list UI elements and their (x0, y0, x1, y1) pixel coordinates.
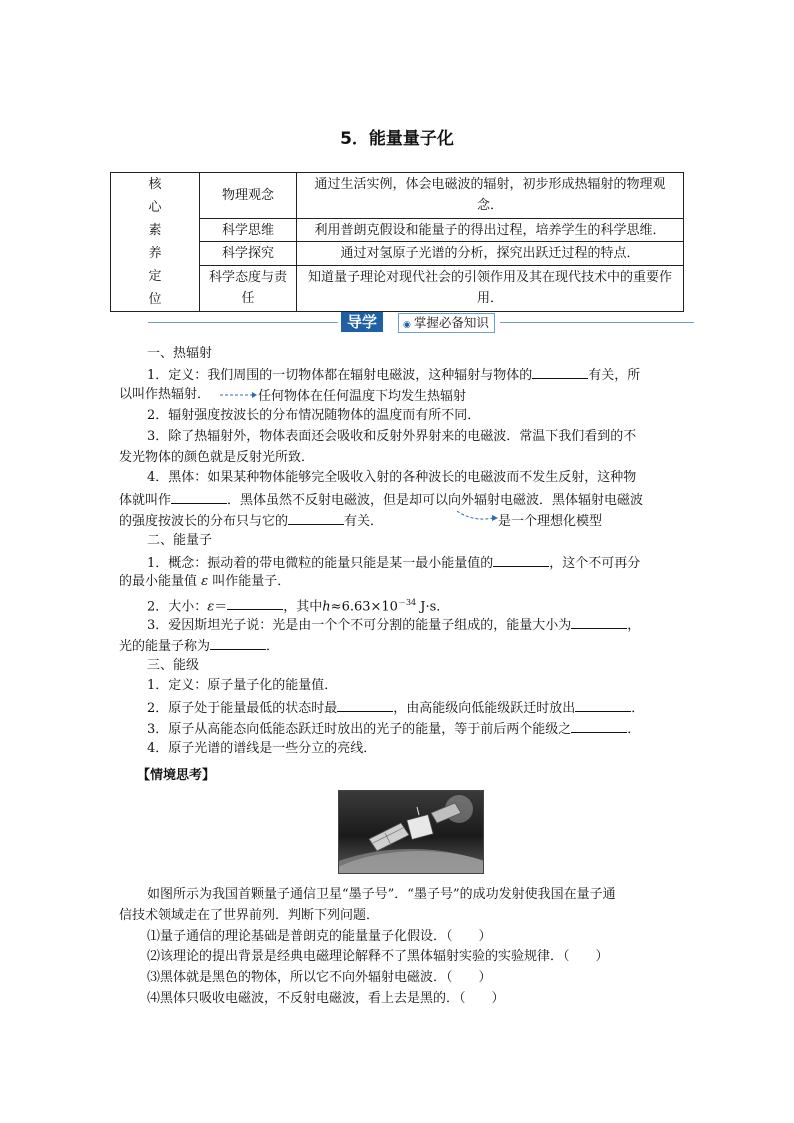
fill-blank (337, 697, 393, 712)
side-char: 核 (148, 177, 162, 192)
paragraph: 2．大小：ε＝ ，其中$h\approx 6.63\times 10^{-34}$ J·s． (147, 593, 449, 617)
fill-blank (288, 510, 344, 525)
paragraph: 2．辐射强度按波长的分布情况随物体的温度而有所不同． (147, 408, 481, 423)
paragraph: 信技术领域走在了世界前列．判断下列问题． (119, 908, 380, 923)
paragraph: 4．原子光谱的谱线是一些分立的亮线． (147, 741, 377, 756)
question-item: ⑵该理论的提出背景是经典电磁理论解释不了黑体辐射实验的实验规律．（ ） (147, 949, 609, 964)
scenario-heading: 【情境思考】 (137, 768, 216, 783)
paragraph: 4．黑体：如果某种物体能够完全吸收入射的各种波长的电磁波而不发生反射，这种物 (147, 470, 637, 485)
bullet-icon: ◉ (403, 320, 411, 330)
core-literacy-table (110, 172, 684, 312)
question-item: ⑴量子通信的理论基础是普朗克的能量量子化假设．（ ） (147, 929, 492, 944)
side-char: 心 (148, 200, 162, 215)
paragraph: 1．定义：我们周围的一切物体都在辐射电磁波，这种辐射与物体的 有关，所 (147, 364, 640, 386)
paragraph: 如图所示为我国首颗量子通信卫星“墨子号”．“墨子号”的成功发射使我国在量子通 (147, 887, 616, 902)
side-char: 素 (148, 223, 162, 238)
side-char: 定 (148, 269, 162, 284)
fill-blank (532, 364, 588, 379)
paragraph: 3．原子从高能态向低能态跃迁时放出的光子的能量，等于前后两个能级之 ． (147, 718, 640, 740)
question-item: ⑶黑体就是黑色的物体，所以它不向外辐射电磁波．（ ） (147, 970, 492, 985)
satellite-image (338, 790, 484, 874)
annotation-note: 任何物体在任何温度下均发生热辐射 (258, 389, 467, 404)
annotation-arrow-icon (218, 389, 258, 401)
fill-blank (210, 635, 266, 650)
paragraph: 的强度按波长的分布只与它的 有关． (119, 510, 383, 532)
core-literacy-side-label (111, 173, 200, 312)
table-row-category: 物理观念 (200, 173, 297, 219)
paragraph: 光的能量子称为 ． (119, 635, 279, 657)
paragraph: 2．原子处于能量最低的状态时最 ，由高能级向低能级跃迁时放出 ． (147, 697, 644, 719)
side-char: 位 (148, 292, 162, 307)
paragraph: 3．爱因斯坦光子说：光是由一个个不可分割的能量子组成的，能量大小为 ， (147, 614, 640, 636)
table-row-category: 科学思维 (200, 218, 297, 242)
fill-blank (493, 552, 549, 567)
table-row-category: 科学态度与责任 (200, 265, 297, 311)
section-banner (148, 312, 694, 332)
fill-blank (575, 697, 631, 712)
fill-blank (227, 595, 283, 610)
banner-text: 掌握必备知识 (413, 315, 489, 330)
section-heading: 三、能级 (147, 658, 200, 673)
paragraph: 1．定义：原子量子化的能量值． (147, 678, 338, 693)
paragraph: 发光物体的颜色就是反射光所致． (119, 450, 315, 465)
paragraph: 体就叫作 ．黑体虽然不反射电磁波，但是却可以向外辐射电磁波．黑体辐射电磁波 (119, 489, 643, 511)
banner-subtitle (398, 313, 495, 333)
paragraph: 3．除了热辐射外，物体表面还会吸收和反射外界射来的电磁波．常温下我们看到的不 (147, 429, 637, 444)
paragraph: 的最小能量值 ε 叫作能量子． (119, 574, 291, 589)
question-item: ⑷黑体只吸收电磁波，不反射电磁波，看上去是黑的．（ ） (147, 991, 505, 1006)
banner-tag: 导学 (341, 312, 383, 332)
section-heading: 一、热辐射 (147, 346, 213, 361)
table-row-description: 通过对氢原子光谱的分析，探究出跃迁过程的特点． (297, 242, 684, 266)
page-title: 5．能量量子化 (340, 129, 454, 149)
annotation-arrow-icon (455, 508, 499, 524)
fill-blank (171, 489, 227, 504)
banner-divider (148, 322, 338, 323)
table-row-description: 知道量子理论对现代社会的引领作用及其在现代技术中的重要作用． (297, 265, 684, 311)
fill-blank (571, 614, 627, 629)
table-row-description: 通过生活实例，体会电磁波的辐射，初步形成热辐射的物理观念． (297, 173, 684, 219)
annotation-note: 是一个理想化模型 (498, 514, 603, 529)
section-heading: 二、能量子 (147, 533, 213, 548)
paragraph: 以叫作热辐射． (119, 387, 211, 402)
side-char: 养 (148, 246, 162, 261)
fill-blank (571, 718, 627, 733)
table-row-description: 利用普朗克假设和能量子的得出过程，培养学生的科学思维． (297, 218, 684, 242)
paragraph: 1．概念：振动着的带电微粒的能量只能是某一最小能量值的 ，这个不可再分 (147, 552, 640, 574)
satellite-icon (339, 791, 483, 873)
banner-divider (500, 322, 694, 323)
table-row-category: 科学探究 (200, 242, 297, 266)
